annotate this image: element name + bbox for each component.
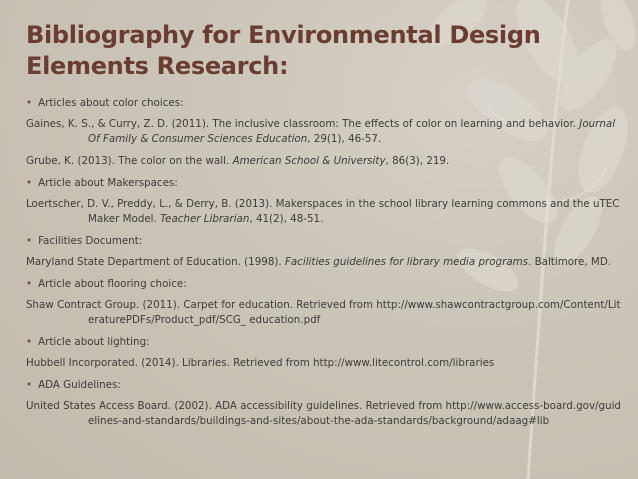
title-line-1: Bibliography for Environmental Design — [26, 21, 541, 49]
citation-entry: Loertscher, D. V., Preddy, L., & Derry, B. (2013). Makerspaces in the school library learning commons and the uTEC Maker Model. Teacher Librarian, 41(2), 48-51. — [26, 198, 620, 225]
citation-entry: Gaines, K. S., & Curry, Z. D. (2011). The inclusive classroom: The effects of color on learning and behavior. Journal Of Family & Consumer Sciences Education, 29(1), 46-57. — [26, 118, 616, 145]
section-heading: • Article about lighting: — [26, 336, 150, 348]
bullet-icon: • — [26, 235, 33, 247]
section-heading: • Articles about color choices: — [26, 97, 184, 109]
bibliography-content — [26, 96, 626, 436]
bullet-icon: • — [26, 278, 33, 290]
citation-entry: United States Access Board. (2002). ADA accessibility guidelines. Retrieved from http://www.access-board.gov/guidelines-and-standards/buildings-and-sites/about-the-ada-standards/background/adaag#lib — [26, 400, 621, 427]
bullet-icon: • — [26, 177, 33, 189]
citation-entry: Maryland State Department of Education. (1998). Facilities guidelines for library media programs. Baltimore, MD. — [26, 256, 612, 268]
bullet-icon: • — [26, 97, 33, 109]
citation-entry: Hubbell Incorporated. (2014). Libraries. Retrieved from http://www.litecontrol.com/libraries — [26, 357, 495, 369]
bullet-icon: • — [26, 336, 33, 348]
section-heading: • Article about Makerspaces: — [26, 177, 178, 189]
citation-entry: Shaw Contract Group. (2011). Carpet for education. Retrieved from http://www.shawcontractgroup.com/Content/LiteraturePDFs/Product_pdf/SCG_ education.pdf — [26, 299, 621, 326]
section-heading: • ADA Guidelines: — [26, 379, 121, 391]
bullet-icon: • — [26, 379, 33, 391]
title-line-2: Elements Research: — [26, 52, 289, 80]
section-heading: • Article about flooring choice: — [26, 278, 187, 290]
page-title — [26, 20, 541, 82]
citation-entry: Grube, K. (2013). The color on the wall. American School & University, 86(3), 219. — [26, 155, 450, 167]
section-heading: • Facilities Document: — [26, 235, 143, 247]
